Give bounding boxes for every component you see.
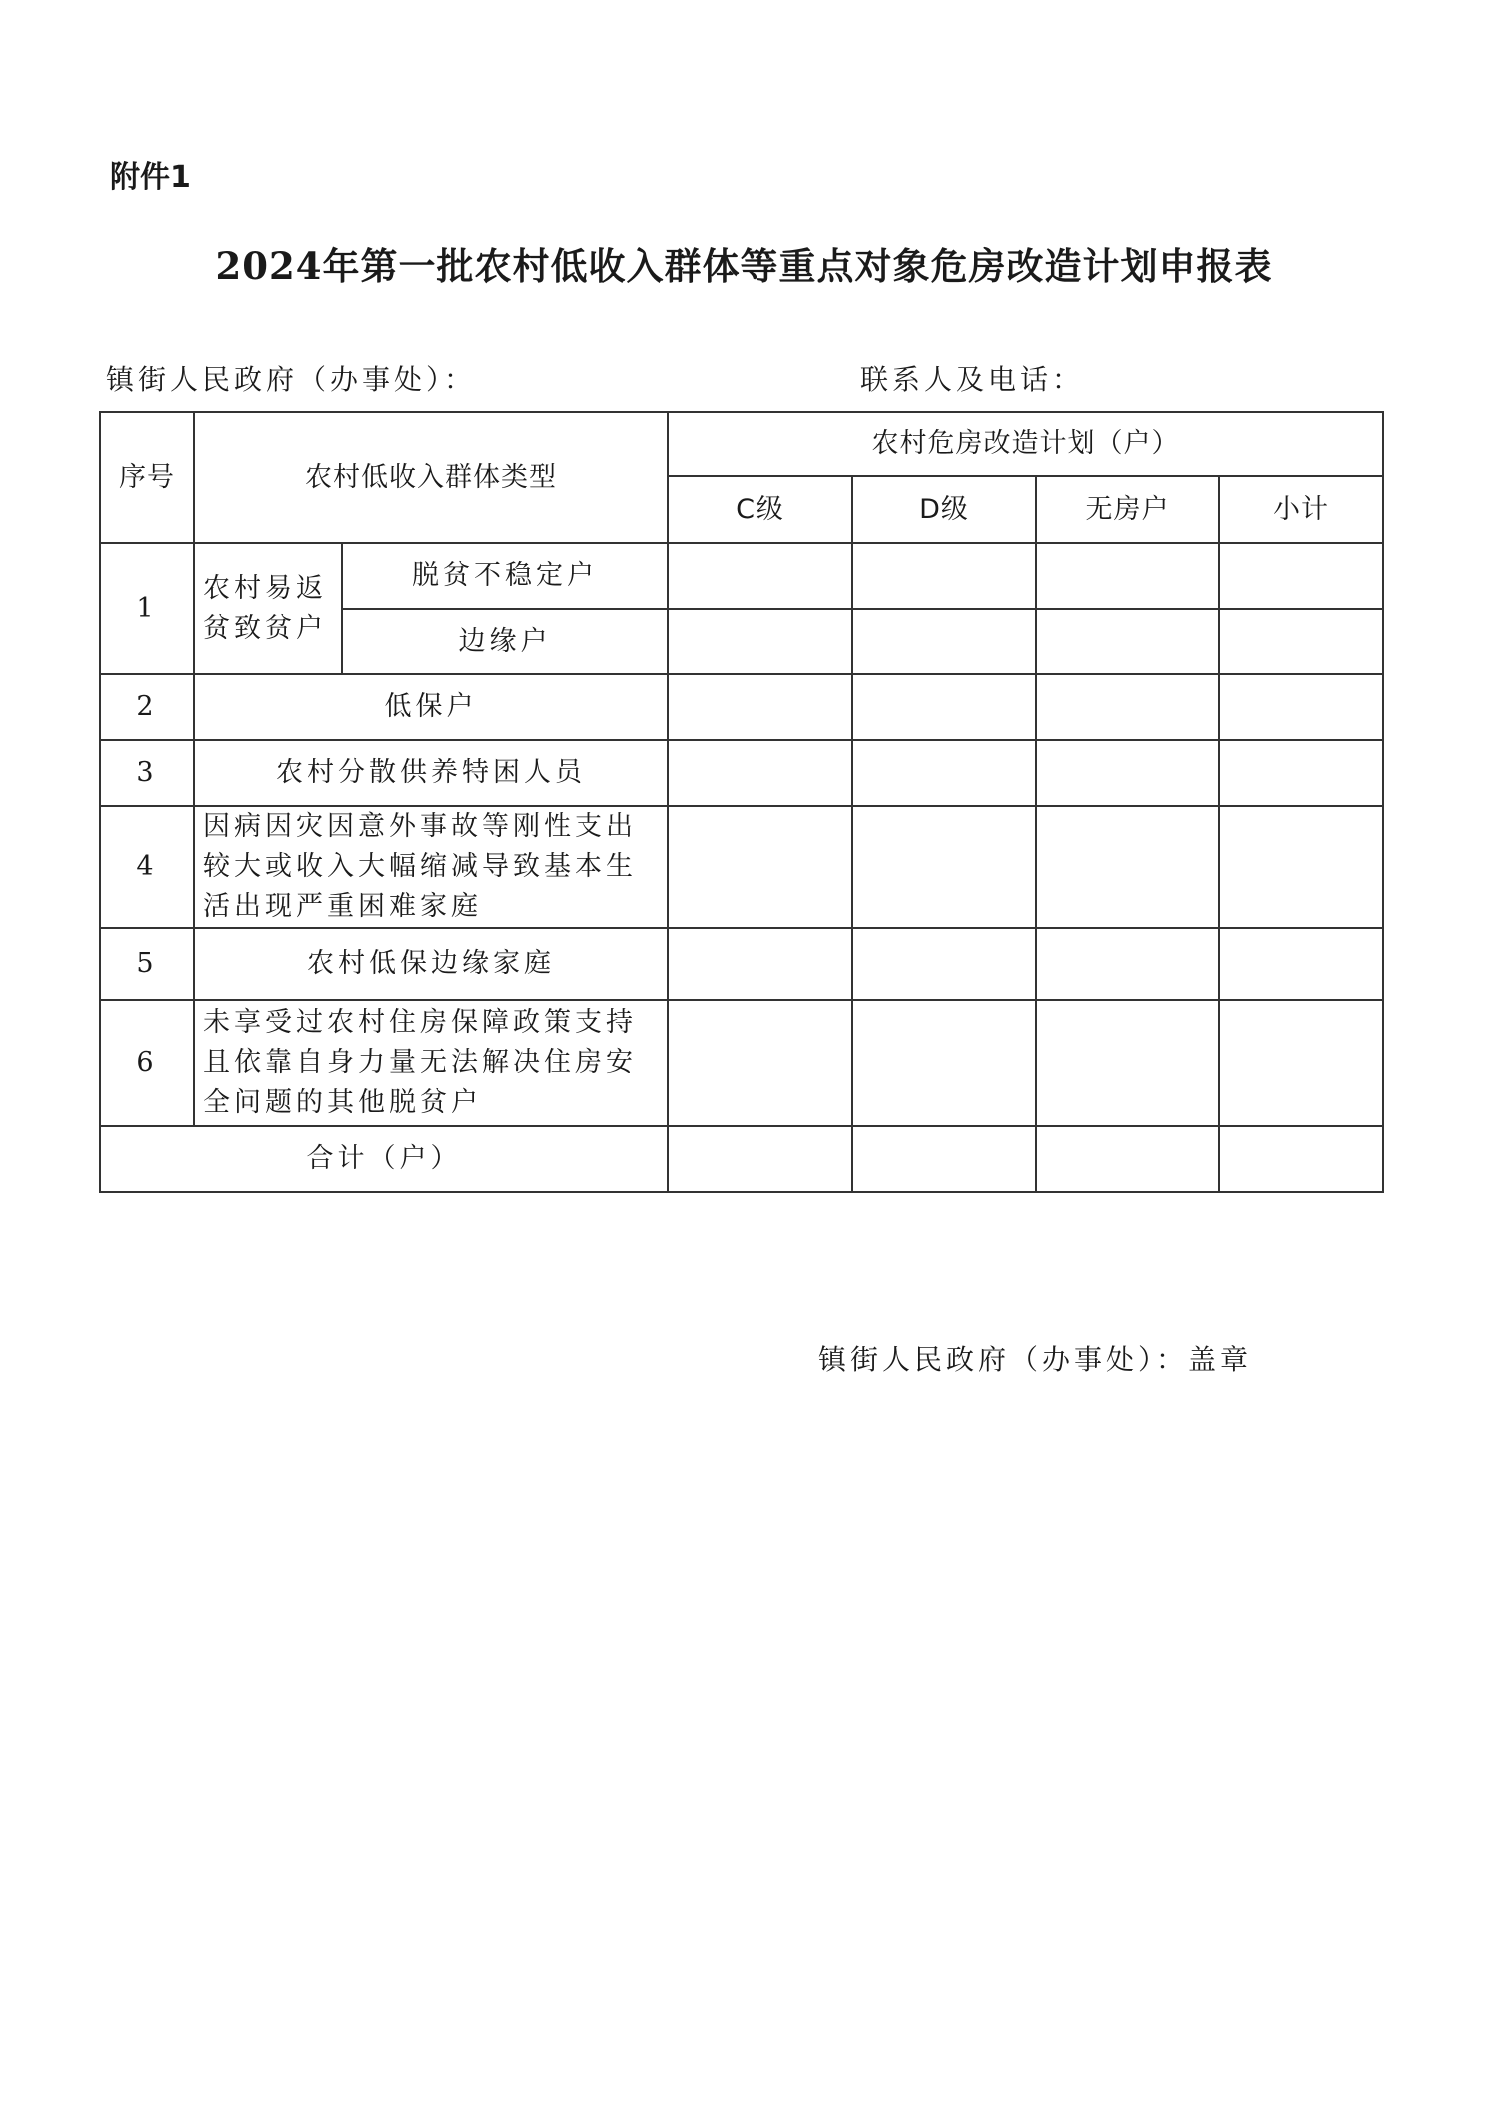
government-field-label: 镇街人民政府（办事处）： (106, 363, 477, 396)
header-plan-group: 农村危房改造计划（户） (668, 412, 1383, 476)
cell-subtotal[interactable] (1219, 609, 1383, 674)
table-row (100, 806, 1383, 928)
plan-table (99, 411, 1384, 1193)
attachment-label: 附件1 (110, 160, 191, 195)
total-label: 合计（户） (100, 1126, 668, 1192)
row-label: 农村低保边缘家庭 (194, 928, 668, 1000)
cell-d[interactable] (852, 1000, 1036, 1126)
table-row (100, 740, 1383, 806)
row-seq: 4 (100, 806, 194, 928)
header-col-c: C级 (668, 476, 852, 543)
cell-no-house[interactable] (1036, 674, 1219, 740)
header-col-d: D级 (852, 476, 1036, 543)
cell-no-house[interactable] (1036, 1126, 1219, 1192)
document-title: 2024年第一批农村低收入群体等重点对象危房改造计划申报表 (215, 244, 1273, 288)
cell-subtotal[interactable] (1219, 928, 1383, 1000)
cell-subtotal[interactable] (1219, 543, 1383, 609)
cell-c[interactable] (668, 674, 852, 740)
cell-no-house[interactable] (1036, 543, 1219, 609)
cell-c[interactable] (668, 609, 852, 674)
cell-c[interactable] (668, 1000, 852, 1126)
cell-d[interactable] (852, 609, 1036, 674)
cell-d[interactable] (852, 740, 1036, 806)
cell-c[interactable] (668, 1126, 852, 1192)
row-label: 低保户 (194, 674, 668, 740)
row-subtype: 边缘户 (342, 609, 668, 674)
cell-c[interactable] (668, 740, 852, 806)
cell-no-house[interactable] (1036, 609, 1219, 674)
cell-c[interactable] (668, 543, 852, 609)
contact-field-label: 联系人及电话： (860, 363, 1085, 396)
table-row (100, 1000, 1383, 1126)
row-label: 因病因灾因意外事故等刚性支出较大或收入大幅缩减导致基本生活出现严重困难家庭 (194, 806, 668, 928)
cell-no-house[interactable] (1036, 806, 1219, 928)
cell-subtotal[interactable] (1219, 806, 1383, 928)
cell-c[interactable] (668, 928, 852, 1000)
cell-subtotal[interactable] (1219, 1126, 1383, 1192)
row-label: 农村分散供养特困人员 (194, 740, 668, 806)
cell-subtotal[interactable] (1219, 740, 1383, 806)
cell-d[interactable] (852, 806, 1036, 928)
cell-subtotal[interactable] (1219, 1000, 1383, 1126)
footer-seal-label: 镇街人民政府（办事处）：盖章 (818, 1343, 1253, 1376)
row-seq: 2 (100, 674, 194, 740)
row-seq: 3 (100, 740, 194, 806)
cell-no-house[interactable] (1036, 740, 1219, 806)
header-col-subtotal: 小计 (1219, 476, 1383, 543)
row-seq: 1 (100, 543, 194, 674)
table-row (100, 543, 1383, 609)
header-seq: 序号 (100, 412, 194, 543)
cell-d[interactable] (852, 543, 1036, 609)
row-subtype: 脱贫不稳定户 (342, 543, 668, 609)
cell-c[interactable] (668, 806, 852, 928)
row-category: 农村易返贫致贫户 (194, 543, 342, 674)
cell-no-house[interactable] (1036, 928, 1219, 1000)
cell-subtotal[interactable] (1219, 674, 1383, 740)
row-seq: 6 (100, 1000, 194, 1126)
row-seq: 5 (100, 928, 194, 1000)
header-col-no-house: 无房户 (1036, 476, 1219, 543)
header-type: 农村低收入群体类型 (194, 412, 668, 543)
cell-no-house[interactable] (1036, 1000, 1219, 1126)
total-row (100, 1126, 1383, 1192)
cell-d[interactable] (852, 1126, 1036, 1192)
row-label: 未享受过农村住房保障政策支持且依靠自身力量无法解决住房安全问题的其他脱贫户 (194, 1000, 668, 1126)
table-row (100, 928, 1383, 1000)
cell-d[interactable] (852, 928, 1036, 1000)
cell-d[interactable] (852, 674, 1036, 740)
table-row (100, 674, 1383, 740)
